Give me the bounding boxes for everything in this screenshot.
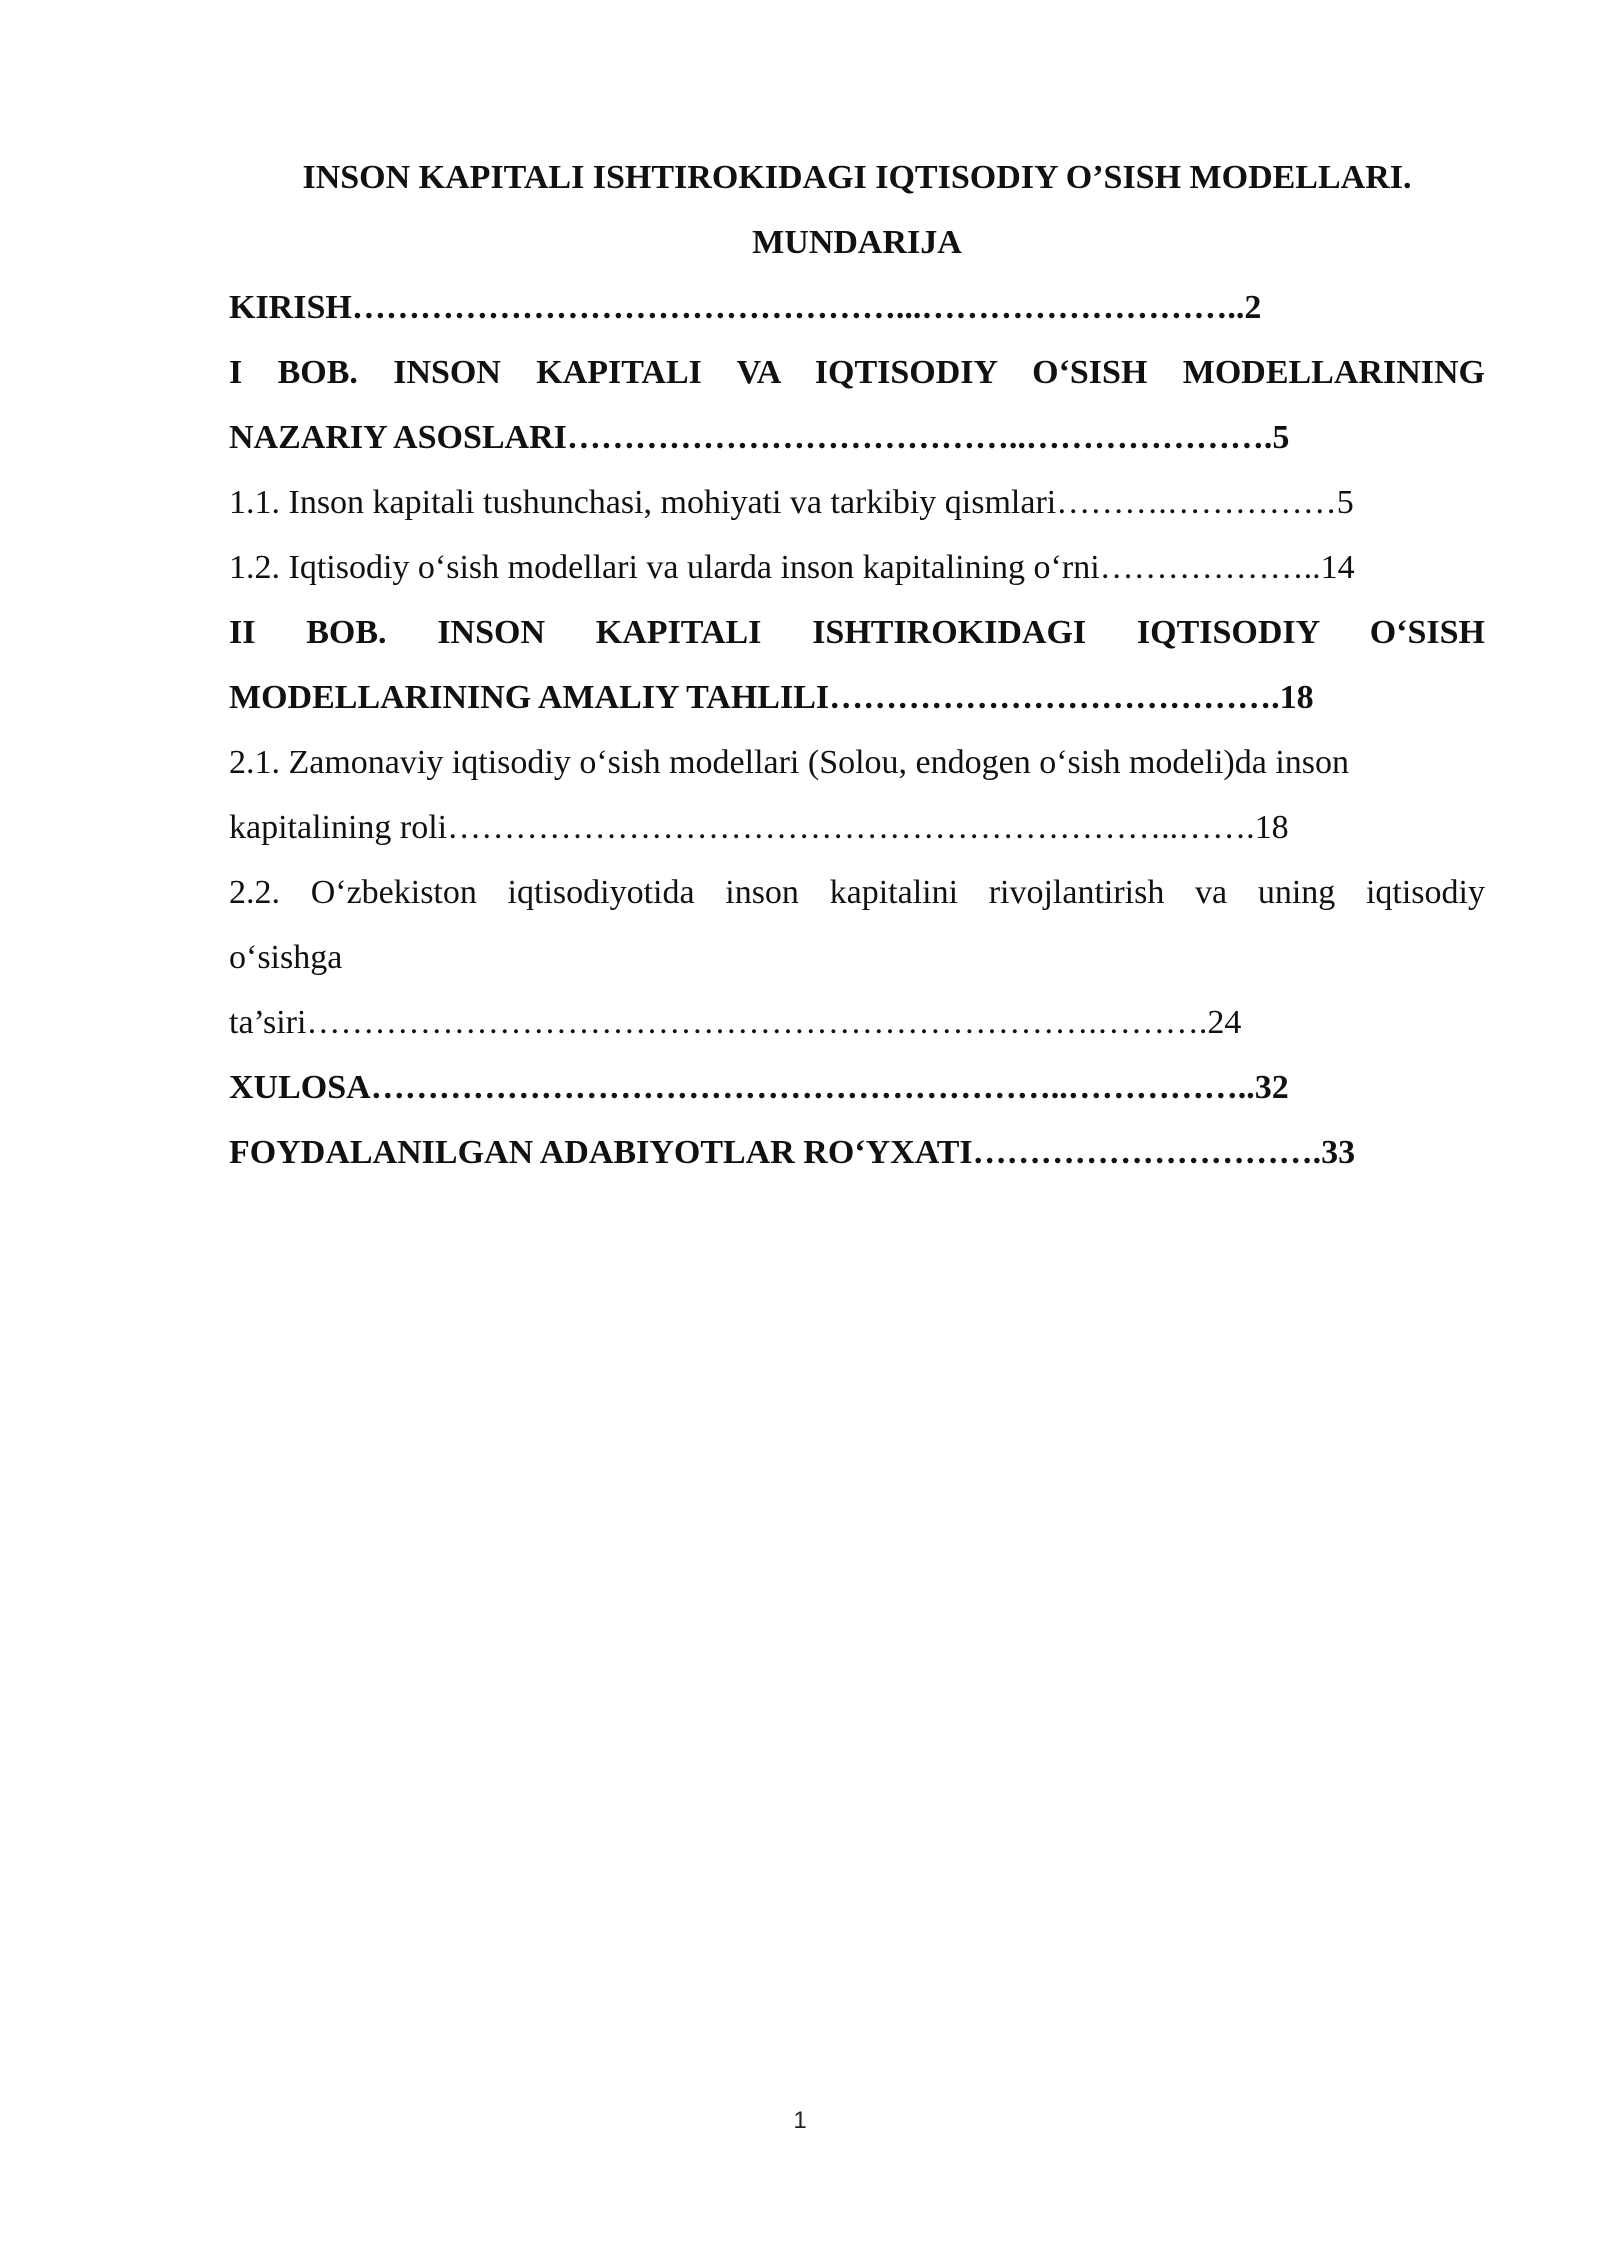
toc-entry-references: FOYDALANILGAN ADABIYOTLAR RO‘YXATI………………………….33 [229, 1134, 1356, 1171]
toc-entry-chapter-2-cont: MODELLARINING AMALIY TAHLILI………………………………….18 [229, 679, 1314, 716]
toc-entry-kirish: KIRISH…………………………………………...………………………..2 [229, 289, 1262, 326]
toc-entry-chapter-2: II BOB. INSON KAPITALI ISHTIROKIDAGI IQTISODIY O‘SISH [229, 614, 1485, 651]
toc-entry-section-1-1: 1.1. Inson kapitali tushunchasi, mohiyati va tarkibiy qismlari……….……………5 [229, 484, 1354, 521]
toc-entry-section-2-2: 2.2. O‘zbekiston iqtisodiyotida inson kapitalini rivojlantirish va uning iqtisodiy [229, 874, 1485, 911]
document-title: INSON KAPITALI ISHTIROKIDAGI IQTISODIY O’SISH MODELLARI. [302, 159, 1412, 196]
toc-entry-section-2-1: 2.1. Zamonaviy iqtisodiy o‘sish modellari (Solou, endogen o‘sish modeli)da inson [229, 744, 1349, 781]
toc-entry-section-2-2-cont: o‘sishga [229, 939, 343, 976]
toc-entry-chapter-1-cont: NAZARIY ASOSLARI…………………………………..………………….5 [229, 419, 1290, 456]
toc-entry-chapter-1: I BOB. INSON KAPITALI VA IQTISODIY O‘SISH MODELLARINING [229, 354, 1485, 391]
document-content [229, 145, 1485, 1185]
toc-entry-section-2-2-end: ta’siri…………………………………………………………….……….24 [229, 1004, 1242, 1041]
page-number: 1 [793, 2107, 807, 2134]
toc-entry-xulosa: XULOSA……………………………………………………..……………..32 [229, 1069, 1289, 1106]
toc-entry-section-2-1-cont: kapitalining roli………………………………………………………..…….18 [229, 809, 1289, 846]
toc-entry-section-1-2: 1.2. Iqtisodiy o‘sish modellari va ularda inson kapitalining o‘rni………………..14 [229, 549, 1355, 586]
toc-heading: MUNDARIJA [752, 224, 962, 261]
